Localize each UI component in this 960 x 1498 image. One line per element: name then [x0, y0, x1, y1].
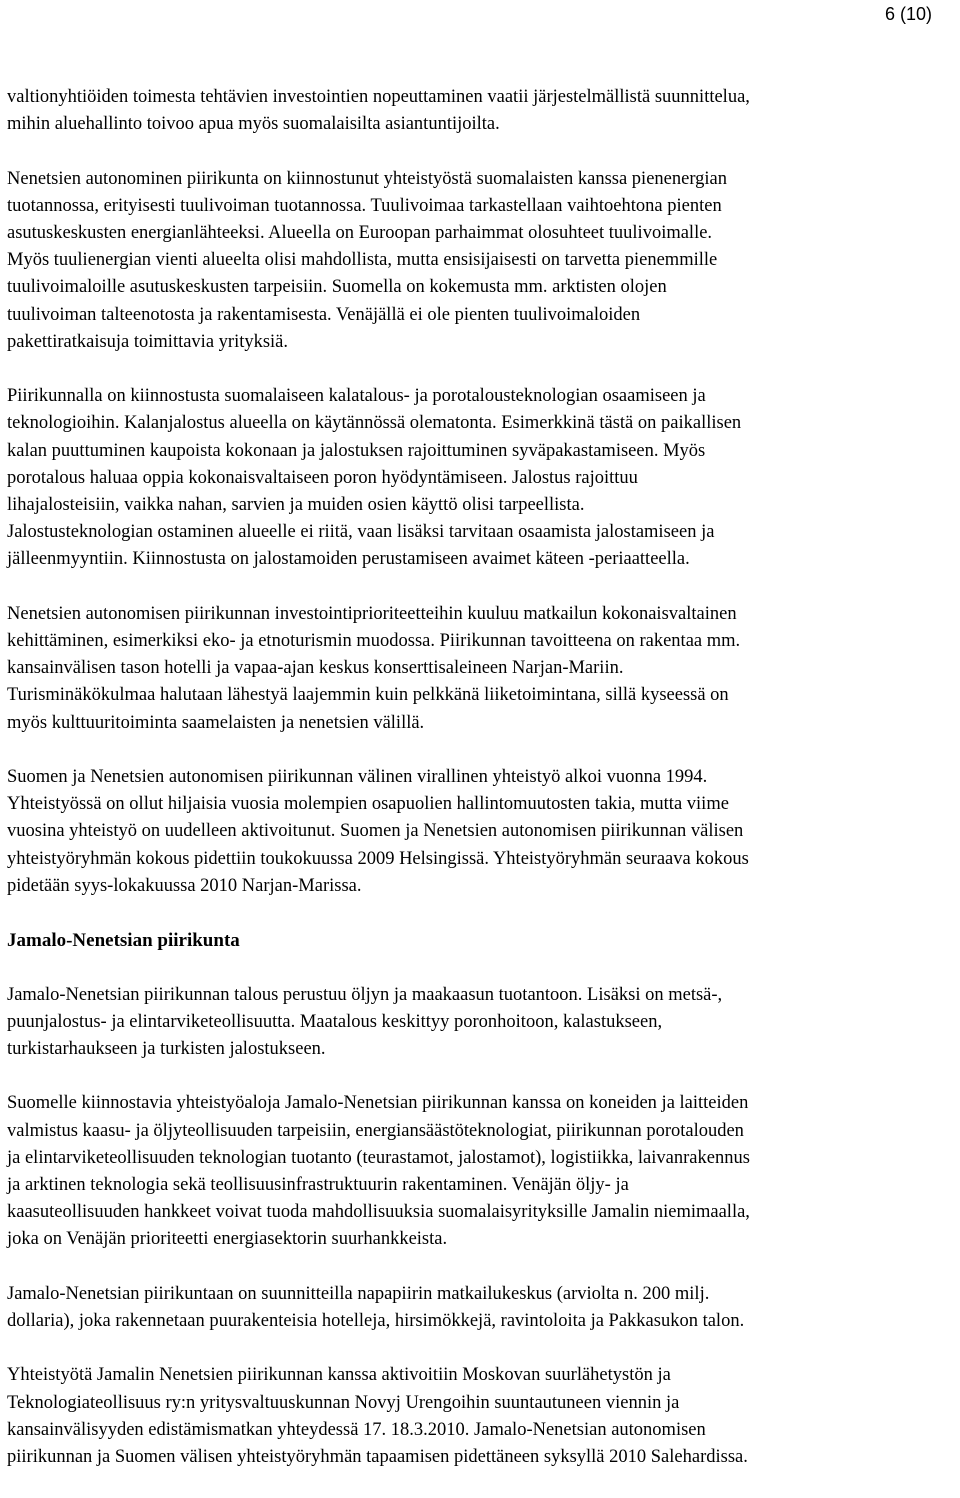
text-line: kalan puuttuminen kaupoista kokonaan ja jalostuksen rajoittuminen syväpakastamiseen. Myös — [7, 440, 706, 461]
paragraph — [7, 383, 957, 573]
text-line: valmistus kaasu- ja öljyteollisuuden tarpeisiin, energiansäästöteknologiat, piirikunnan porotalouden — [7, 1120, 744, 1141]
paragraph — [7, 166, 957, 356]
text-line: Nenetsien autonominen piirikunta on kiinnostunut yhteistyöstä suomalaisten kanssa pienenergian — [7, 168, 728, 189]
paragraph — [7, 1362, 957, 1471]
page-number: 6 (10) — [884, 4, 932, 24]
text-line: dollaria), joka rakennetaan puurakenteisia hotelleja, hirsimökkejä, ravintoloita ja Pakkasukon talon. — [7, 1311, 745, 1332]
text-line: porotalous haluaa oppia kokonaisvaltaiseen poron hyödyntämiseen. Jalostus rajoittuu — [7, 467, 638, 488]
paragraph — [7, 1090, 957, 1253]
text-line: ja elintarviketeollisuuden teknologian tuotanto (teurastamot, jalostamot), logistiikka, laivanrakennus — [7, 1147, 750, 1168]
section-heading: Jamalo-Nenetsian piirikunta — [7, 930, 240, 952]
text-line: Jamalo-Nenetsian piirikunnan talous perustuu öljyn ja maakaasun tuotantoon. Lisäksi on metsä-, — [7, 984, 723, 1005]
text-line: jälleenmyyntiin. Kiinnostusta on jalostamoiden perustamiseen avaimet käteen -periaatteella. — [7, 549, 690, 570]
text-line: myös kulttuuritoiminta saamelaisten ja nenetsien välillä. — [7, 712, 425, 733]
text-line: valtionyhtiöiden toimesta tehtävien investointien nopeuttaminen vaatii järjestelmällistä suunnittelua, — [7, 87, 750, 107]
text-line: tuulivoimaloille asutuskeskusten tarpeisiin. Suomella on kokemusta mm. arktisten olojen — [7, 277, 667, 298]
text-line: vuosina yhteistyö on uudelleen aktivoitunut. Suomen ja Nenetsien autonomisen piirikunnan välisen — [7, 821, 744, 842]
paragraph — [7, 764, 957, 900]
text-line: Nenetsien autonomisen piirikunnan investointiprioriteetteihin kuuluu matkailun kokonaisvaltainen — [7, 603, 737, 624]
paragraph — [7, 601, 957, 737]
text-line: asutuskeskusten energianlähteeksi. Alueella on Euroopan parhaimmat olosuhteet tuulivoimalle. — [7, 223, 713, 243]
text-line: Suomen ja Nenetsien autonomisen piirikunnan välinen virallinen yhteistyö alkoi vuonna 1994. — [7, 767, 708, 788]
text-line: kehittäminen, esimerkiksi eko- ja etnoturismin muodossa. Piirikunnan tavoitteena on rakentaa mm. — [7, 631, 741, 652]
text-line: tuotannossa, erityisesti tuulivoiman tuotannossa. Tuulivoimaa tarkastellaan vaihtoehtona pienten — [7, 195, 722, 216]
text-line: pakettiratkaisuja toimittavia yrityksiä. — [7, 331, 289, 352]
text-line: mihin aluehallinto toivoo apua myös suomalaisilta asiantuntijoilta. — [7, 114, 500, 135]
text-line: Teknologiateollisuus ry:n yritysvaltuuskunnan Novyj Urengoihin suuntautuneen viennin ja — [7, 1392, 680, 1413]
text-line: kansainvälisyyden edistämismatkan yhteydessä 17. 18.3.2010. Jamalo-Nenetsian autonomisen — [7, 1419, 706, 1440]
text-line: Suomelle kiinnostavia yhteistyöaloja Jamalo-Nenetsian piirikunnan kanssa on koneiden ja laitteiden — [7, 1093, 749, 1114]
text-line: piirikunnan ja Suomen välisen yhteistyöryhmän tapaamisen pidettäneen syksyllä 2010 Salehardissa. — [7, 1447, 748, 1468]
text-line: Piirikunnalla on kiinnostusta suomalaiseen kalatalous- ja porotalousteknologian osaamiseen ja — [7, 386, 706, 407]
text-line: Yhteistyössä on ollut hiljaisia vuosia molempien osapuolien hallintomuutosten takia, mutta viime — [7, 794, 729, 815]
text-line: Myös tuulienergian vienti alueelta olisi mahdollista, mutta ensisijaisesti on tarvetta pienemmille — [7, 250, 718, 271]
text-line: Yhteistyötä Jamalin Nenetsien piirikunnan kanssa aktivoitiin Moskovan suurlähetystön ja — [7, 1365, 671, 1386]
text-line: kaasuteollisuuden hankkeet voivat tuoda mahdollisuuksia suomalaisyrityksille Jamalin niemimaalla, — [7, 1202, 750, 1223]
text-line: lihajalosteisiin, vaikka nahan, sarvien ja muiden osien käyttö olisi tarpeellista. — [7, 495, 585, 516]
document-body — [7, 84, 957, 1498]
text-line: tuulivoiman talteenotosta ja rakentamisesta. Venäjällä ei ole pienten tuulivoimaloiden — [7, 304, 641, 325]
text-line: kansainvälisen tason hotelli ja vapaa-ajan keskus konserttisaleineen Narjan-Mariin. — [7, 658, 624, 679]
text-line: teknologioihin. Kalanjalostus alueella on käytännössä olematonta. Esimerkkinä tästä on paikallisen — [7, 413, 742, 434]
text-line: Jamalo-Nenetsian piirikuntaan on suunnitteilla napapiirin matkailukeskus (arviolta n. 200 milj. — [7, 1283, 710, 1304]
paragraph — [7, 982, 957, 1064]
text-line: puunjalostus- ja elintarviketeollisuutta. Maatalous keskittyy poronhoitoon, kalastukseen, — [7, 1011, 663, 1032]
paragraph — [7, 84, 957, 138]
text-line: joka on Venäjän prioriteetti energiasektorin suurhankkeista. — [7, 1229, 448, 1250]
text-line: pidetään syys-lokakuussa 2010 Narjan-Marissa. — [7, 875, 362, 896]
paragraph — [7, 1281, 957, 1335]
text-line: Turisminäkökulmaa halutaan lähestyä laajemmin kuin pelkkänä liiketoimintana, sillä kyseessä on — [7, 685, 729, 706]
text-line: turkistarhaukseen ja turkisten jalostukseen. — [7, 1039, 326, 1060]
text-line: ja arktinen teknologia sekä teollisuusinfrastruktuurin rakentaminen. Venäjän öljy- ja — [7, 1175, 629, 1196]
text-line: yhteistyöryhmän kokous pidettiin toukokuussa 2009 Helsingissä. Yhteistyöryhmän seuraava kokous — [7, 848, 749, 869]
text-line: Jalostusteknologian ostaminen alueelle ei riitä, vaan lisäksi tarvitaan osaamista jalostamiseen ja — [7, 522, 715, 543]
